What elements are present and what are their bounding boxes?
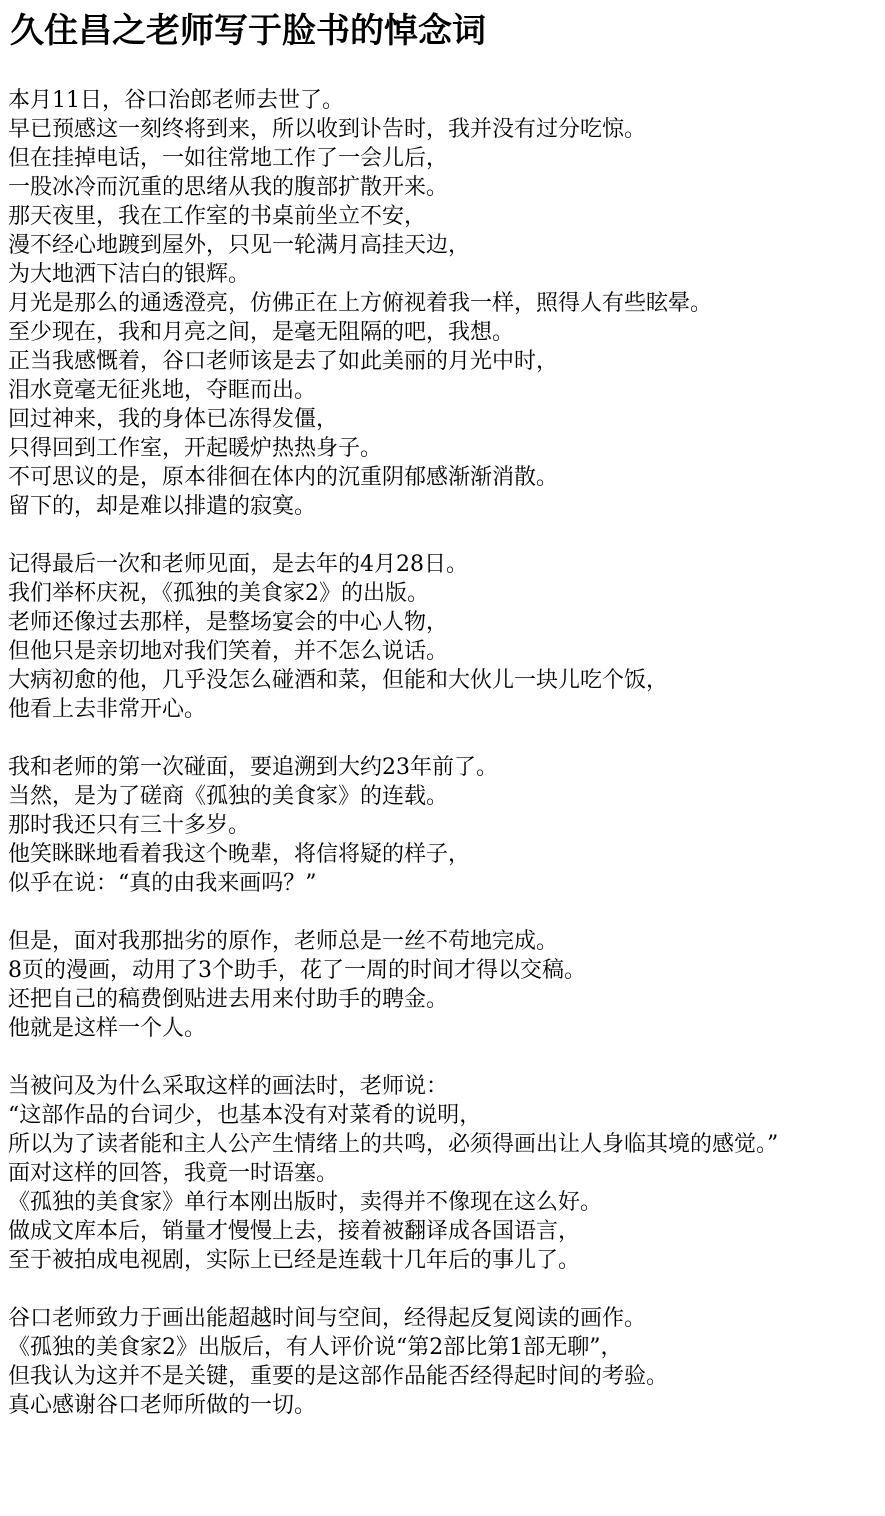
text-line: 至于被拍成电视剧，实际上已经是连载十几年后的事儿了。	[8, 1248, 581, 1273]
text-line: 至少现在，我和月亮之间，是毫无阻隔的吧，我想。	[8, 320, 515, 345]
text-line: 《孤独的美食家》单行本刚出版时，卖得并不像现在这么好。	[8, 1190, 603, 1215]
text-line: 我和老师的第一次碰面，要追溯到大约23年前了。	[8, 755, 498, 780]
text-line: 还把自己的稿费倒贴进去用来付助手的聘金。	[8, 987, 449, 1012]
text-line: 本月11日，谷口治郎老师去世了。	[8, 88, 344, 113]
text-line: 只得回到工作室，开起暖炉热热身子。	[8, 436, 383, 461]
text-line: 做成文库本后，销量才慢慢上去，接着被翻译成各国语言，	[8, 1219, 581, 1244]
text-line: 老师还像过去那样，是整场宴会的中心人物，	[8, 610, 449, 635]
text-line: 他就是这样一个人。	[8, 1016, 207, 1041]
paragraph	[8, 927, 883, 1043]
text-line: 那天夜里，我在工作室的书桌前坐立不安，	[8, 204, 427, 229]
text-line: 那时我还只有三十多岁。	[8, 813, 251, 838]
text-line: 一股冰冷而沉重的思绪从我的腹部扩散开来。	[8, 175, 449, 200]
text-line: 当然，是为了磋商《孤独的美食家》的连载。	[8, 784, 449, 809]
text-line: 我们举杯庆祝，《孤独的美食家2》的出版。	[8, 581, 429, 606]
text-line: 正当我感慨着，谷口老师该是去了如此美丽的月光中时，	[8, 349, 559, 374]
text-line: 当被问及为什么采取这样的画法时，老师说：	[8, 1074, 449, 1099]
paragraph	[8, 1304, 883, 1420]
paragraph	[8, 550, 883, 724]
text-line: “这部作品的台词少，也基本没有对菜肴的说明，	[8, 1103, 482, 1128]
text-line: 8页的漫画，动用了3个助手，花了一周的时间才得以交稿。	[8, 958, 586, 983]
text-line: 月光是那么的通透澄亮，仿佛正在上方俯视着我一样，照得人有些眩晕。	[8, 291, 713, 316]
text-line: 似乎在说：“真的由我来画吗？”	[8, 871, 317, 896]
document-title: 久住昌之老师写于脸书的悼念词	[10, 11, 486, 51]
text-line: 但他只是亲切地对我们笑着，并不怎么说话。	[8, 639, 449, 664]
text-line: 真心感谢谷口老师所做的一切。	[8, 1393, 317, 1418]
text-line: 记得最后一次和老师见面，是去年的4月28日。	[8, 552, 468, 577]
text-line: 所以为了读者能和主人公产生情绪上的共鸣，必须得画出让人身临其境的感觉。”	[8, 1132, 779, 1157]
text-line: 但我认为这并不是关键，重要的是这部作品能否经得起时间的考验。	[8, 1364, 669, 1389]
text-line: 泪水竟毫无征兆地，夺眶而出。	[8, 378, 317, 403]
text-line: 为大地洒下洁白的银辉。	[8, 262, 251, 287]
text-line: 但是，面对我那拙劣的原作，老师总是一丝不苟地完成。	[8, 929, 559, 954]
paragraph	[8, 753, 883, 898]
text-line: 大病初愈的他，几乎没怎么碰酒和菜，但能和大伙儿一块儿吃个饭，	[8, 668, 669, 693]
document-body	[8, 86, 883, 1449]
text-line: 面对这样的回答，我竟一时语塞。	[8, 1161, 339, 1186]
text-line: 漫不经心地踱到屋外，只见一轮满月高挂天边，	[8, 233, 471, 258]
text-line: 不可思议的是，原本徘徊在体内的沉重阴郁感渐渐消散。	[8, 465, 559, 490]
text-line: 他看上去非常开心。	[8, 697, 207, 722]
paragraph	[8, 86, 883, 521]
text-line: 谷口老师致力于画出能超越时间与空间，经得起反复阅读的画作。	[8, 1306, 647, 1331]
text-line: 回过神来，我的身体已冻得发僵，	[8, 407, 339, 432]
paragraph	[8, 1072, 883, 1275]
text-line: 但在挂掉电话，一如往常地工作了一会儿后，	[8, 146, 449, 171]
text-line: 留下的，却是难以排遣的寂寞。	[8, 494, 317, 519]
text-line: 他笑眯眯地看着我这个晚辈，将信将疑的样子，	[8, 842, 471, 867]
text-line: 《孤独的美食家2》出版后，有人评价说“第2部比第1部无聊”，	[8, 1335, 623, 1360]
text-line: 早已预感这一刻终将到来，所以收到讣告时，我并没有过分吃惊。	[8, 117, 647, 142]
